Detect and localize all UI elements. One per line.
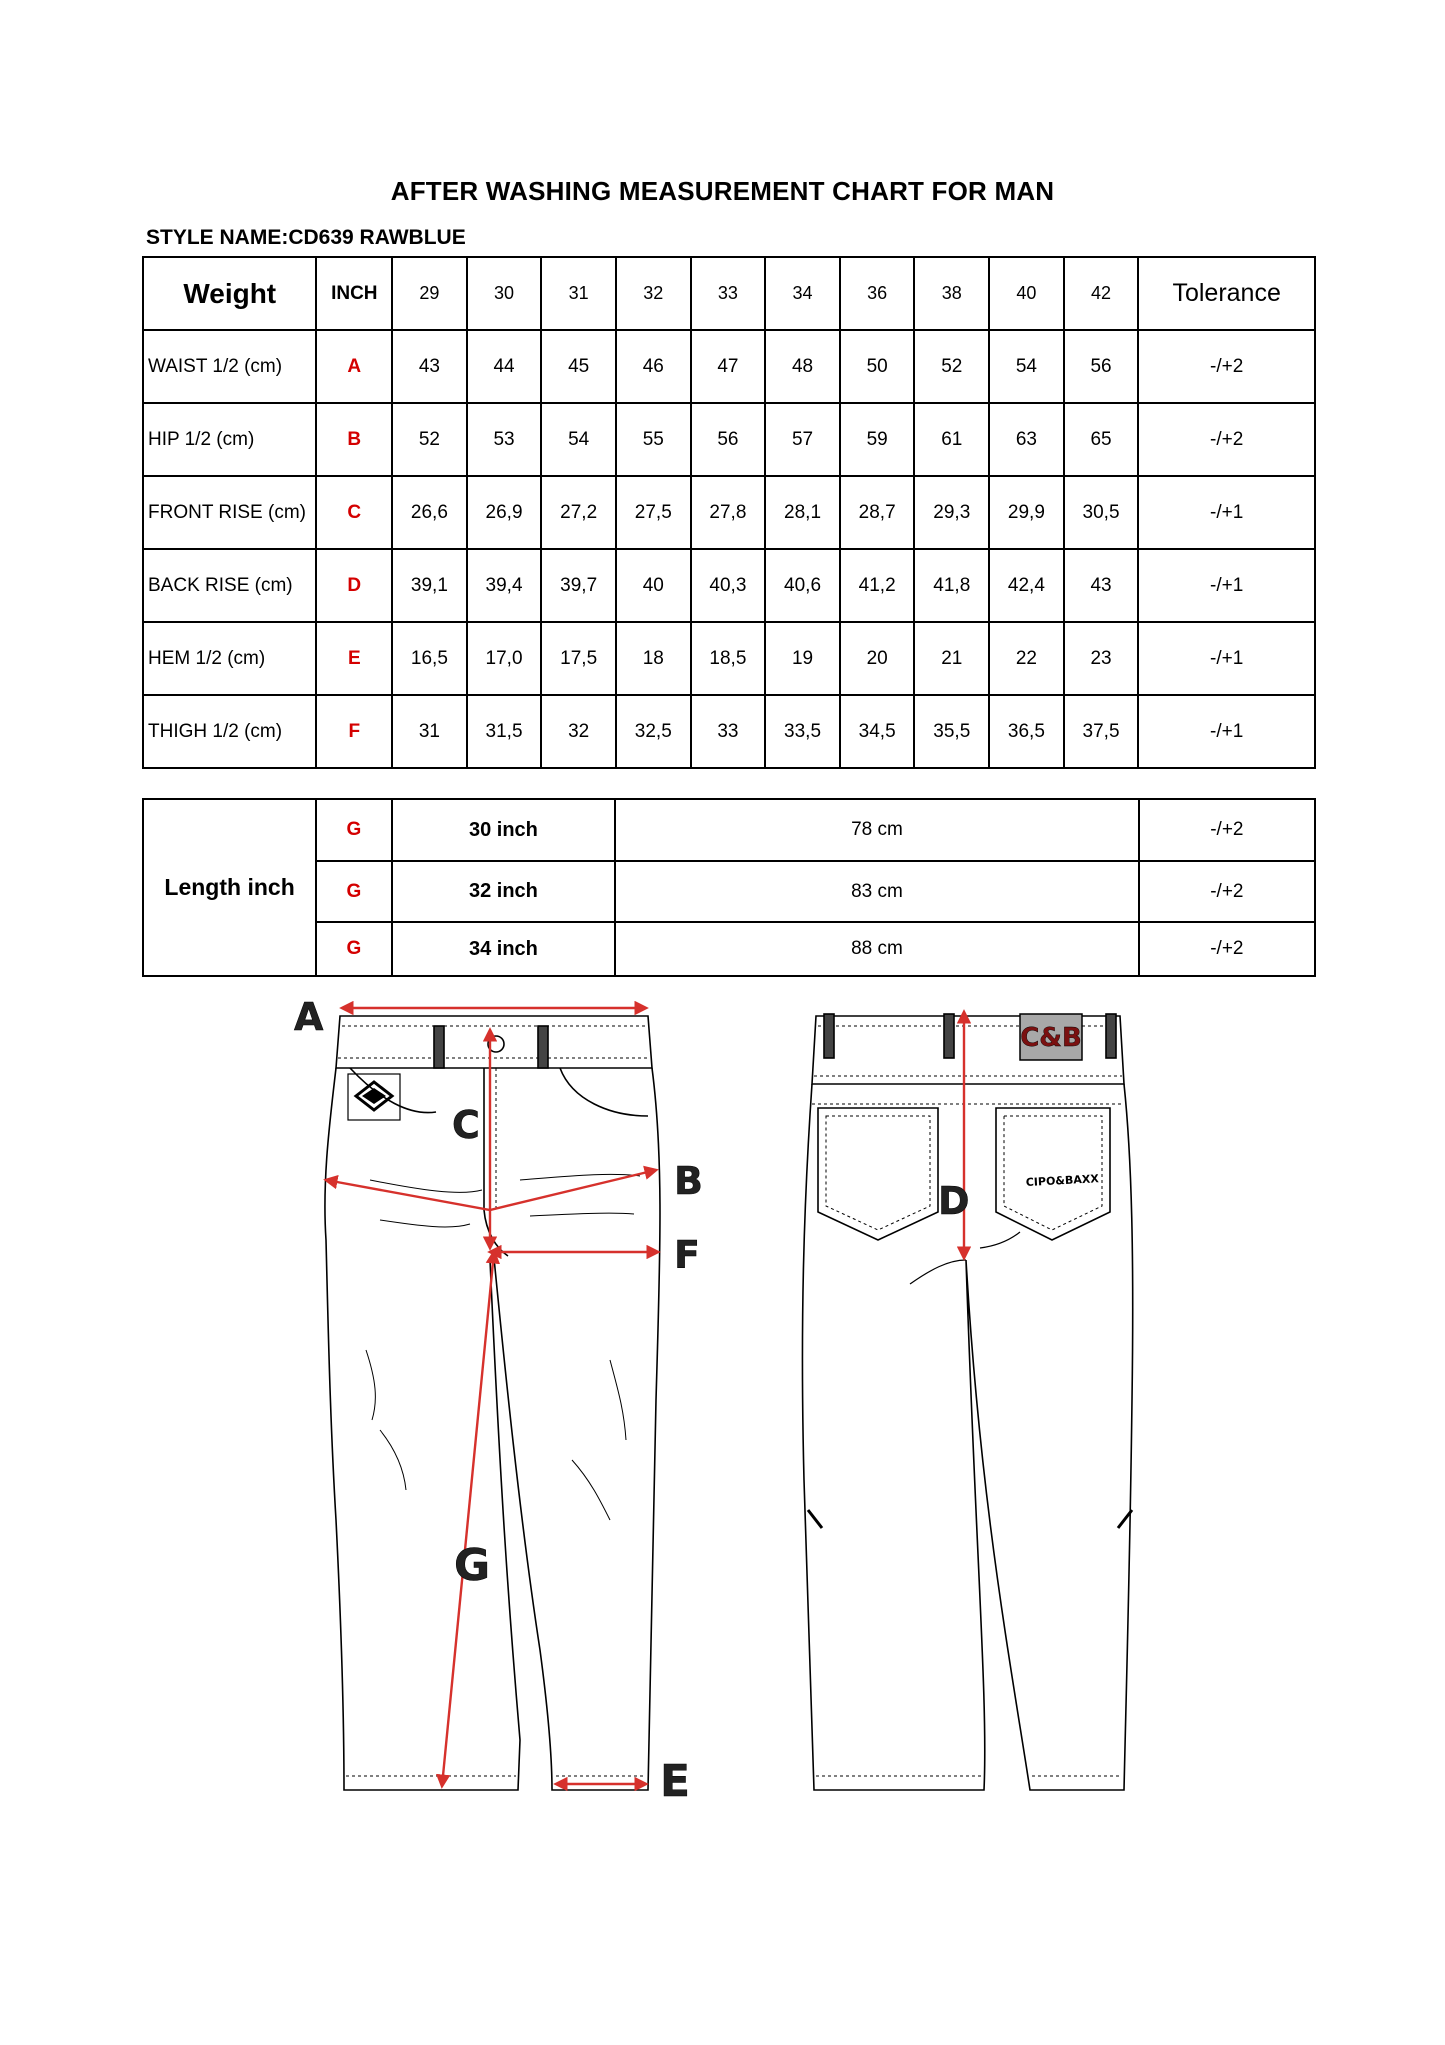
measurement-value: 43	[1064, 549, 1139, 622]
back-view-jeans	[802, 1014, 1132, 1790]
length-code: G	[316, 799, 392, 861]
measurement-value: 54	[541, 403, 616, 476]
measurement-value: 55	[616, 403, 691, 476]
measurement-value: 59	[840, 403, 915, 476]
label-F: F	[674, 1233, 700, 1277]
measurement-value: 40,3	[691, 549, 766, 622]
measurement-label: WAIST 1/2 (cm)	[143, 330, 316, 403]
length-code: G	[316, 861, 392, 922]
measurement-value: 39,4	[467, 549, 542, 622]
size-header-cell: 36	[840, 257, 915, 330]
chart-title: AFTER WASHING MEASUREMENT CHART FOR MAN	[390, 176, 1055, 206]
size-header-cell: 32	[616, 257, 691, 330]
measurement-value: 43	[392, 330, 467, 403]
measurement-value: 54	[989, 330, 1064, 403]
size-header-cell: 42	[1064, 257, 1139, 330]
measurement-value: 34,5	[840, 695, 915, 768]
tolerance-value: -/+2	[1138, 330, 1315, 403]
measurement-value: 27,2	[541, 476, 616, 549]
measurement-value: 29,9	[989, 476, 1064, 549]
size-header-cell: 33	[691, 257, 766, 330]
measurement-value: 18,5	[691, 622, 766, 695]
size-header-cell: 30	[467, 257, 542, 330]
measurement-value: 52	[914, 330, 989, 403]
measurement-value: 45	[541, 330, 616, 403]
measurement-value: 28,7	[840, 476, 915, 549]
label-D: D	[938, 1179, 970, 1223]
measurement-value: 33	[691, 695, 766, 768]
measurement-value: 50	[840, 330, 915, 403]
tolerance-value: -/+2	[1138, 403, 1315, 476]
length-tolerance: -/+2	[1139, 861, 1315, 922]
measurement-value: 37,5	[1064, 695, 1139, 768]
measurement-value: 65	[1064, 403, 1139, 476]
measurement-code: C	[316, 476, 392, 549]
tolerance-value: -/+1	[1138, 622, 1315, 695]
front-view-jeans	[325, 1016, 660, 1790]
measurement-value: 26,9	[467, 476, 542, 549]
measurement-value: 32	[541, 695, 616, 768]
measurement-value: 29,3	[914, 476, 989, 549]
measurement-code: B	[316, 403, 392, 476]
measurement-value: 23	[1064, 622, 1139, 695]
tolerance-header: Tolerance	[1138, 257, 1315, 330]
measurement-value: 27,8	[691, 476, 766, 549]
measurement-value: 27,5	[616, 476, 691, 549]
measurement-code: E	[316, 622, 392, 695]
measurement-value: 28,1	[765, 476, 840, 549]
size-header-cell: 29	[392, 257, 467, 330]
size-header-cell: 34	[765, 257, 840, 330]
measurement-value: 17,5	[541, 622, 616, 695]
size-header-cell: 31	[541, 257, 616, 330]
measurement-value: 57	[765, 403, 840, 476]
tolerance-value: -/+1	[1138, 476, 1315, 549]
measurement-label: BACK RISE (cm)	[143, 549, 316, 622]
measurement-value: 52	[392, 403, 467, 476]
label-A: A	[294, 995, 324, 1039]
tolerance-value: -/+1	[1138, 549, 1315, 622]
measurement-value: 19	[765, 622, 840, 695]
length-inch: 30 inch	[392, 799, 616, 861]
measurement-code: A	[316, 330, 392, 403]
measurement-value: 39,7	[541, 549, 616, 622]
measurement-value: 40	[616, 549, 691, 622]
measurement-value: 32,5	[616, 695, 691, 768]
back-pocket-brand-text: CIPO&BAXX	[1025, 1172, 1100, 1189]
measurement-code: F	[316, 695, 392, 768]
measurement-value: 26,6	[392, 476, 467, 549]
measurement-value: 21	[914, 622, 989, 695]
length-tolerance: -/+2	[1139, 922, 1315, 976]
measurement-label: HIP 1/2 (cm)	[143, 403, 316, 476]
front-pocket-patch	[348, 1074, 400, 1120]
length-cm: 83 cm	[615, 861, 1139, 922]
length-label: Length inch	[143, 799, 316, 976]
measurement-label: THIGH 1/2 (cm)	[143, 695, 316, 768]
measurement-value: 48	[765, 330, 840, 403]
measurement-value: 53	[467, 403, 542, 476]
measurement-value: 33,5	[765, 695, 840, 768]
measurement-value: 47	[691, 330, 766, 403]
length-inch: 34 inch	[392, 922, 616, 976]
measurement-value: 44	[467, 330, 542, 403]
measurement-value: 35,5	[914, 695, 989, 768]
measurement-value: 61	[914, 403, 989, 476]
measurement-value: 36,5	[989, 695, 1064, 768]
measurement-value: 63	[989, 403, 1064, 476]
length-tolerance: -/+2	[1139, 799, 1315, 861]
measurement-value: 31,5	[467, 695, 542, 768]
measurement-value: 39,1	[392, 549, 467, 622]
measurement-value: 46	[616, 330, 691, 403]
measurement-label: HEM 1/2 (cm)	[143, 622, 316, 695]
size-header-cell: 40	[989, 257, 1064, 330]
measurement-value: 56	[1064, 330, 1139, 403]
length-inch: 32 inch	[392, 861, 616, 922]
measurement-value: 20	[840, 622, 915, 695]
inch-header: INCH	[316, 257, 392, 330]
label-C: C	[452, 1103, 480, 1147]
tolerance-value: -/+1	[1138, 695, 1315, 768]
measurement-value: 40,6	[765, 549, 840, 622]
patch-text: C&B	[1020, 1023, 1082, 1053]
style-name: STYLE NAME:CD639 RAWBLUE	[146, 226, 466, 249]
measurement-value: 42,4	[989, 549, 1064, 622]
measurement-value: 56	[691, 403, 766, 476]
measurement-value: 31	[392, 695, 467, 768]
measurement-value: 18	[616, 622, 691, 695]
label-B: B	[674, 1159, 703, 1203]
length-code: G	[316, 922, 392, 976]
back-brand-patch	[1020, 1014, 1082, 1060]
measurement-value: 41,8	[914, 549, 989, 622]
measurement-label: FRONT RISE (cm)	[143, 476, 316, 549]
measurement-value: 22	[989, 622, 1064, 695]
label-G: G	[454, 1540, 491, 1591]
measurement-value: 41,2	[840, 549, 915, 622]
measurement-value: 17,0	[467, 622, 542, 695]
label-E: E	[660, 1756, 691, 1807]
length-cm: 78 cm	[615, 799, 1139, 861]
measurement-code: D	[316, 549, 392, 622]
measurement-value: 30,5	[1064, 476, 1139, 549]
length-cm: 88 cm	[615, 922, 1139, 976]
weight-header: Weight	[143, 257, 316, 330]
size-header-cell: 38	[914, 257, 989, 330]
measurement-value: 16,5	[392, 622, 467, 695]
